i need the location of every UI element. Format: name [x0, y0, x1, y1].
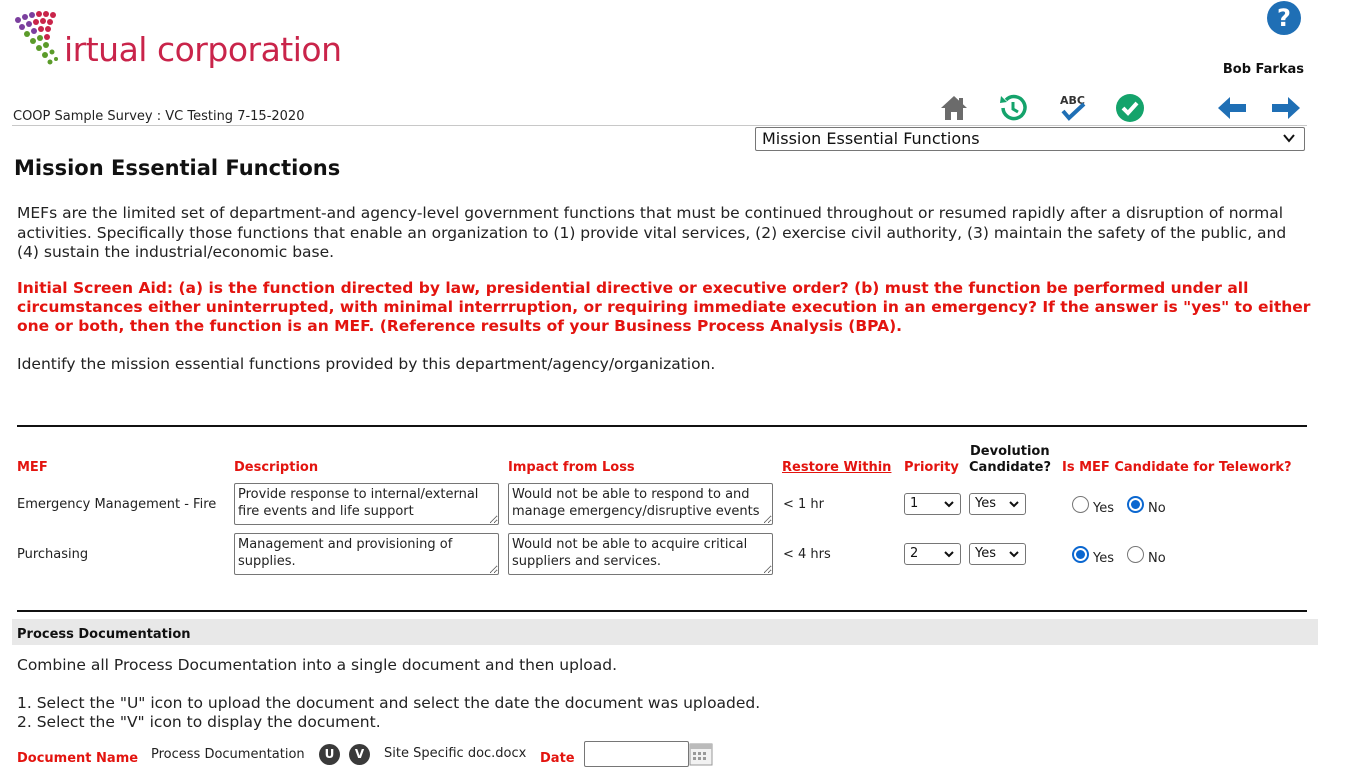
- date-input[interactable]: [584, 741, 689, 767]
- spellcheck-icon[interactable]: [1057, 92, 1089, 124]
- spellcheck-text: ABC: [1060, 94, 1085, 107]
- logo-text: irtual corporation: [64, 30, 342, 69]
- row2-telework-yes-radio[interactable]: [1072, 546, 1089, 563]
- row2-impact-field[interactable]: [508, 533, 773, 575]
- row2-telework-no-radio[interactable]: [1127, 546, 1144, 563]
- row2-priority-value: 2: [910, 546, 919, 561]
- col-header-telework: Is MEF Candidate for Telework?: [1062, 460, 1292, 475]
- header-divider: [12, 125, 1307, 126]
- date-label: Date: [540, 751, 575, 766]
- back-arrow-icon[interactable]: [1216, 92, 1248, 124]
- col-header-devolution-line2: Candidate?: [969, 460, 1051, 475]
- row1-telework-no-label: No: [1148, 501, 1166, 516]
- page-select[interactable]: [755, 127, 1305, 151]
- row2-description-field[interactable]: [234, 533, 499, 575]
- step-1: 1. Select the "U" icon to upload the document and select the date the document was uploaded.: [17, 694, 761, 712]
- row2-devolution-value: Yes: [975, 546, 996, 561]
- row1-telework-yes-label: Yes: [1093, 501, 1114, 516]
- row1-priority-value: 1: [910, 496, 919, 511]
- row2-devolution-select[interactable]: [969, 543, 1026, 565]
- identify-instruction: Identify the mission essential functions provided by this department/agency/organization.: [17, 355, 716, 373]
- chevron-down-icon: [1008, 498, 1020, 510]
- view-icon[interactable]: V: [349, 744, 370, 765]
- file-name-link[interactable]: Site Specific doc.docx: [384, 746, 527, 761]
- row1-priority-select[interactable]: [904, 493, 961, 515]
- intro-text: MEFs are the limited set of department-and agency-level government functions that must be continued throughout or resumed rapidly after a disruption of normal activities. Specifically those functions that enable an organization to (1) provide vital services, (2) exercise civil authority, (3) maintain the safety of the public, and (4) sustain the industrial/economic base.: [17, 204, 1287, 261]
- logo-dots-icon: [12, 6, 72, 76]
- col-header-mef: MEF: [17, 460, 48, 475]
- row2-telework-yes-label: Yes: [1093, 551, 1114, 566]
- section-title: Process Documentation: [17, 627, 191, 642]
- survey-title: COOP Sample Survey : VC Testing 7-15-2020: [13, 109, 305, 124]
- history-icon[interactable]: [997, 92, 1029, 124]
- step-2: 2. Select the "V" icon to display the document.: [17, 713, 381, 731]
- row1-description-field[interactable]: [234, 483, 499, 525]
- row2-mef: Purchasing: [17, 547, 89, 562]
- calendar-icon[interactable]: [689, 742, 713, 766]
- user-name: Bob Farkas: [1222, 62, 1304, 77]
- row2-telework-no-label: No: [1148, 551, 1166, 566]
- col-header-description: Description: [234, 460, 319, 475]
- page-title: Mission Essential Functions: [14, 156, 341, 180]
- chevron-down-icon: [943, 548, 955, 560]
- row1-telework-yes-radio[interactable]: [1072, 496, 1089, 513]
- row1-impact-field[interactable]: [508, 483, 773, 525]
- row2-priority-select[interactable]: [904, 543, 961, 565]
- row2-restore-value: < 4 hrs: [783, 547, 831, 562]
- section-header-bar: [12, 619, 1318, 645]
- upload-steps: [17, 694, 760, 732]
- chevron-down-icon: [943, 498, 955, 510]
- col-header-priority: Priority: [904, 460, 959, 475]
- chevron-down-icon: [1008, 548, 1020, 560]
- home-icon[interactable]: [938, 92, 970, 124]
- help-icon[interactable]: ?: [1267, 1, 1301, 35]
- document-name-label: Document Name: [17, 751, 139, 766]
- combine-instruction: Combine all Process Documentation into a single document and then upload.: [17, 656, 617, 674]
- row1-devolution-value: Yes: [975, 496, 996, 511]
- col-header-devolution-line1: Devolution: [970, 444, 1050, 459]
- forward-arrow-icon[interactable]: [1270, 92, 1302, 124]
- chevron-down-icon: [1282, 131, 1296, 145]
- table-bottom-divider: [17, 610, 1307, 612]
- page-select-value: Mission Essential Functions: [762, 129, 980, 148]
- screen-aid-text: Initial Screen Aid: (a) is the function directed by law, presidential directive or executive order? (b) must the function be performed under all circumstances either uninterrupted, with minimal interrruption, or requiring immediate execution in an emergency? If the answer is "yes" to either one or both, then the function is an MEF. (Reference results of your Business Process Analysis (BPA).: [17, 279, 1311, 335]
- check-icon[interactable]: [1114, 92, 1146, 124]
- upload-icon[interactable]: U: [319, 744, 340, 765]
- col-header-restore[interactable]: Restore Within: [782, 460, 892, 475]
- document-name-value: Process Documentation: [151, 747, 305, 762]
- col-header-impact: Impact from Loss: [508, 460, 635, 475]
- row1-restore-value: < 1 hr: [783, 497, 825, 512]
- table-top-divider: [17, 425, 1307, 427]
- row1-devolution-select[interactable]: [969, 493, 1026, 515]
- row1-telework-no-radio[interactable]: [1127, 496, 1144, 513]
- row1-mef: Emergency Management - Fire: [17, 497, 217, 512]
